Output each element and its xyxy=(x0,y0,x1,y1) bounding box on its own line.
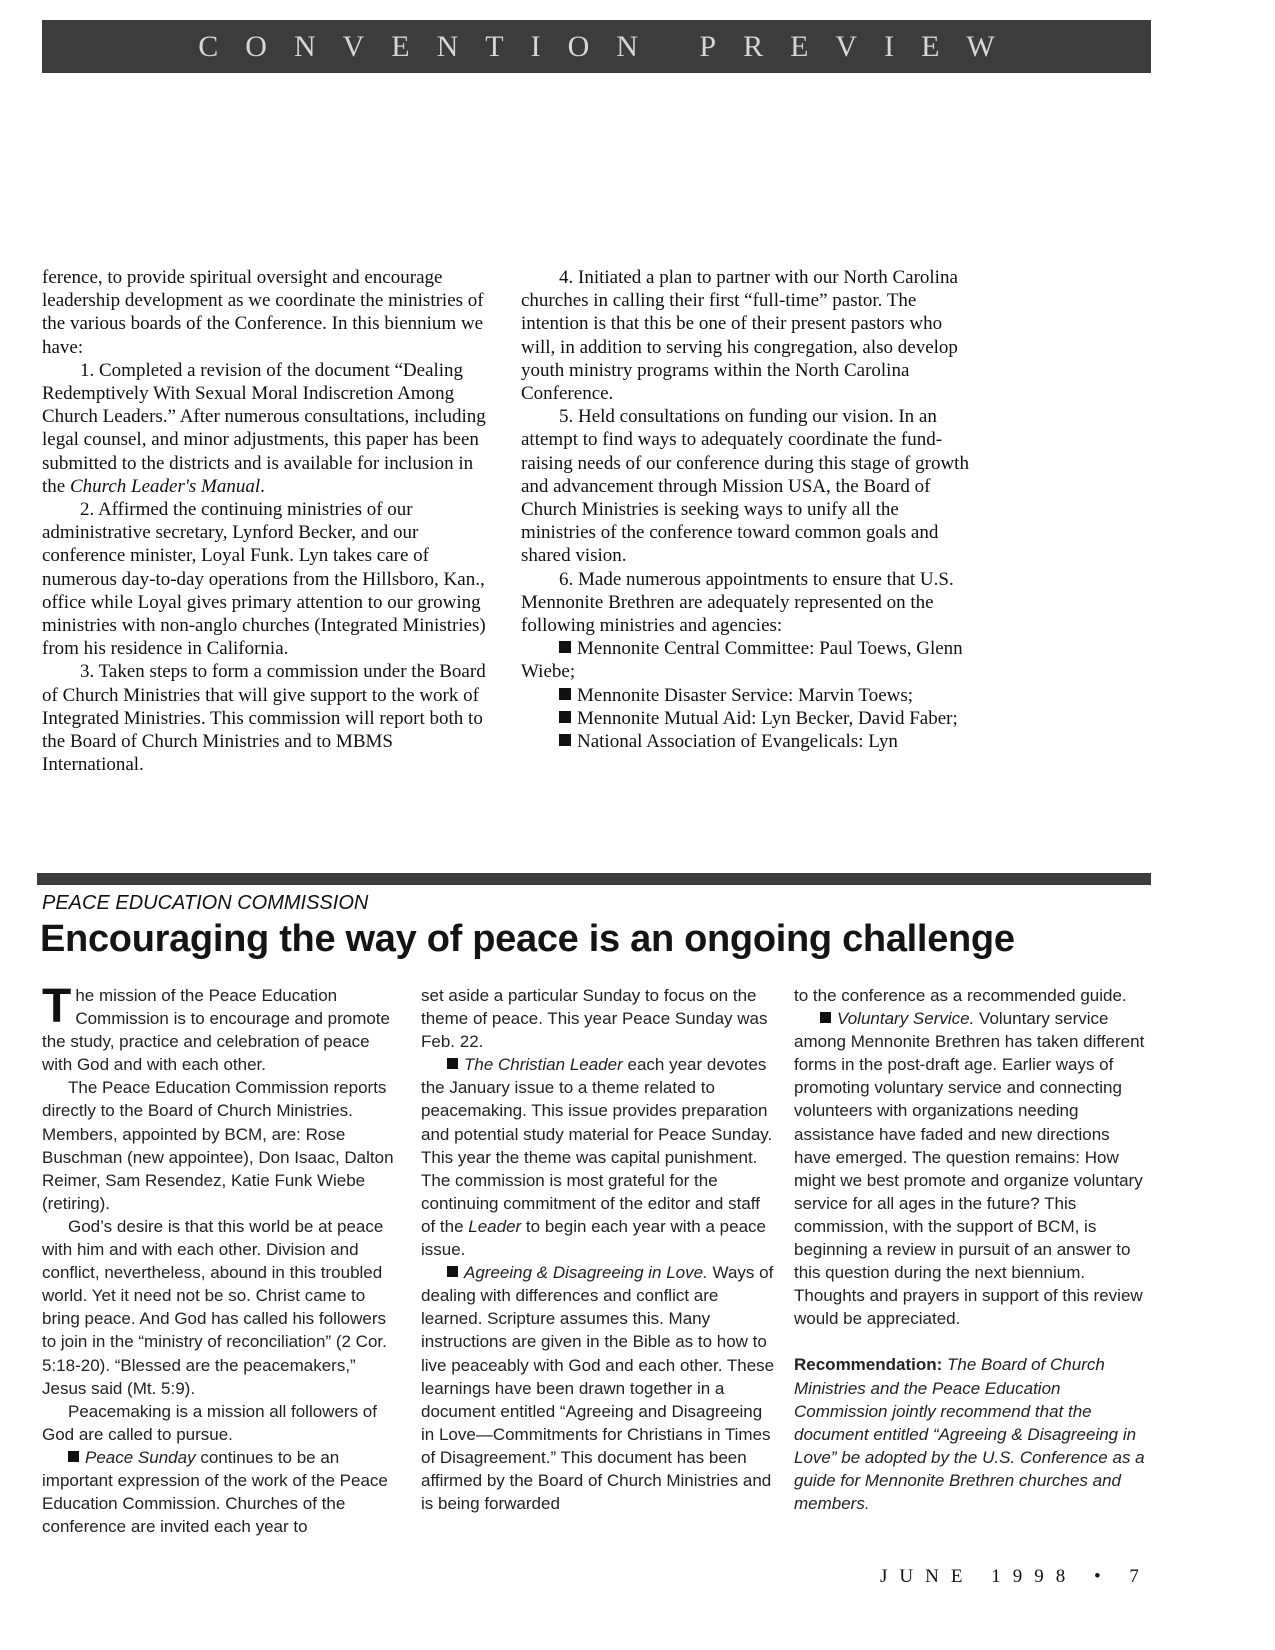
paragraph: God’s desire is that this world be at peace with him and with each other. Division and conflict, nevertheless, abound in this troubled world. Yet it need not be so. Christ came to bring peace. And God has called his followers to join in the “ministry of reconciliation” (2 Cor. 5:18-20). “Blessed are the peacemakers,” Jesus said (Mt. 5:9). xyxy=(42,1216,387,1398)
article-column-3 xyxy=(794,984,1149,1515)
banner-title: CONVENTION PREVIEW xyxy=(198,29,1022,63)
paragraph: Voluntary Service. Voluntary service among Mennonite Brethren has taken different forms in the post-draft age. Earlier ways of promoting voluntary service and connecting volunteers with organizations needing assistance have faded and new directions have emerged. The question remains: How might we best promote and organize voluntary service for all ages in the future? This commission, with the support of BCM, is beginning a review in pursuit of an answer to this question during the next biennium. Thoughts and prayers in support of this review would be appreciated. xyxy=(794,1009,1145,1329)
paragraph: ference, to provide spiritual oversight and encourage leadership development as we coordinate the ministries of the various boards of the Conference. In this biennium we have: xyxy=(42,267,484,358)
paragraph: 6. Made numerous appointments to ensure that U.S. Mennonite Brethren are adequately represented on the following ministries and agencies: xyxy=(521,568,954,637)
top-left-column xyxy=(42,266,492,776)
top-right-column xyxy=(521,266,971,753)
paragraph: The Christian Leader each year devotes the January issue to a theme related to peacemaking. This issue provides preparation and potential study material for Peace Sunday. This year the theme was capital punishment. The commission is most grateful for the continuing commitment of the editor and staff of the Leader to begin each year with a peace issue. xyxy=(421,1055,773,1260)
recommendation: Recommendation: The Board of Church Ministries and the Peace Education Commission jointly recommend that the document entitled “Agreeing & Disagreeing in Love” be adopted by the U.S. Conference as a guide for Mennonite Brethren churches and members. xyxy=(794,1355,1145,1513)
paragraph: The Peace Education Commission reports directly to the Board of Church Ministries. Members, appointed by BCM, are: Rose Buschman (new appointee), Don Isaac, Dalton Reimer, Sam Resendez, Katie Funk Wiebe (retiring). xyxy=(42,1078,394,1213)
paragraph: Agreeing & Disagreeing in Love. Ways of dealing with differences and conflict are learned. Scripture assumes this. Many instructions are given in the Bible as to how to live peaceably with God and each other. These learnings have been drawn together in a document entitled “Agreeing and Disagreeing in Love—Commitments for Christians in Times of Disagreement.” This document has been affirmed by the Board of Church Ministries and is being forwarded xyxy=(421,1263,775,1514)
paragraph: 3. Taken steps to form a commission under the Board of Church Ministries that will give support to the work of Integrated Ministries. This commission will report both to the Board of Church Ministries and to MBMS International. xyxy=(42,661,486,776)
paragraph: The mission of the Peace Education Commission is to encourage and promote the study, practice and celebration of peace with God and with each other. xyxy=(42,980,390,1075)
paragraph-spacer xyxy=(794,1330,1149,1353)
square-bullet-icon xyxy=(820,1012,831,1023)
paragraph: 1. Completed a revision of the document “Dealing Redemptively With Sexual Moral Indiscretion Among Church Leaders.” After numerous consultations, including legal counsel, and minor adjustments, this paper has been submitted to the districts and is available for inclusion in the Church Leader's Manual. xyxy=(42,359,486,497)
section-label: PEACE EDUCATION COMMISSION xyxy=(42,892,369,914)
drop-cap: T xyxy=(42,980,72,1033)
list-item: Mennonite Mutual Aid: Lyn Becker, David Faber; xyxy=(521,707,971,730)
paragraph: set aside a particular Sunday to focus on the theme of peace. This year Peace Sunday was Feb. 22. xyxy=(421,986,768,1052)
paragraph: Peacemaking is a mission all followers of God are called to pursue. xyxy=(42,1401,377,1444)
paragraph: 2. Affirmed the continuing ministries of our administrative secretary, Lynford Becker, and our conference minister, Loyal Funk. Lyn takes care of numerous day-to-day operations from the Hillsboro, Kan., office while Loyal gives primary attention to our growing ministries with non-anglo churches (Integrated Ministries) from his residence in California. xyxy=(42,499,486,660)
square-bullet-icon xyxy=(559,734,571,746)
square-bullet-icon xyxy=(559,641,571,653)
article-headline: Encouraging the way of peace is an ongoing challenge xyxy=(40,918,1015,960)
paragraph: to the conference as a recommended guide. xyxy=(794,986,1127,1005)
article-column-1 xyxy=(42,980,397,1538)
manual-title: Church Leader's Manual xyxy=(69,475,261,497)
paragraph: Peace Sunday continues to be an important expression of the work of the Peace Education Commission. Churches of the conference are invited each year to xyxy=(42,1447,388,1537)
list-item: Mennonite Central Committee: Paul Toews, Glenn Wiebe; xyxy=(521,638,963,683)
paragraph: 4. Initiated a plan to partner with our North Carolina churches in calling their first “full-time” pastor. The intention is that this be one of their present pastors who will, in addition to serving his congregation, also develop youth ministry programs within the North Carolina Conference. xyxy=(521,267,958,405)
section-divider xyxy=(37,873,1151,885)
paragraph: 5. Held consultations on funding our vision. In an attempt to find ways to adequately coordinate the fund-raising needs of our conference during this stage of growth and advancement through Mission USA, the Board of Church Ministries is seeking ways to unify all the ministries of the conference toward common goals and shared vision. xyxy=(521,406,969,567)
list-item: National Association of Evangelicals: Lyn xyxy=(521,730,971,753)
square-bullet-icon xyxy=(447,1266,458,1277)
section-banner xyxy=(42,20,1151,73)
square-bullet-icon xyxy=(559,711,571,723)
square-bullet-icon xyxy=(559,688,571,700)
square-bullet-icon xyxy=(447,1058,458,1069)
list-item: Mennonite Disaster Service: Marvin Toews; xyxy=(521,684,971,707)
square-bullet-icon xyxy=(68,1451,79,1462)
page-footer: JUNE 1998 • 7 xyxy=(880,1566,1151,1587)
article-column-2 xyxy=(421,984,776,1515)
